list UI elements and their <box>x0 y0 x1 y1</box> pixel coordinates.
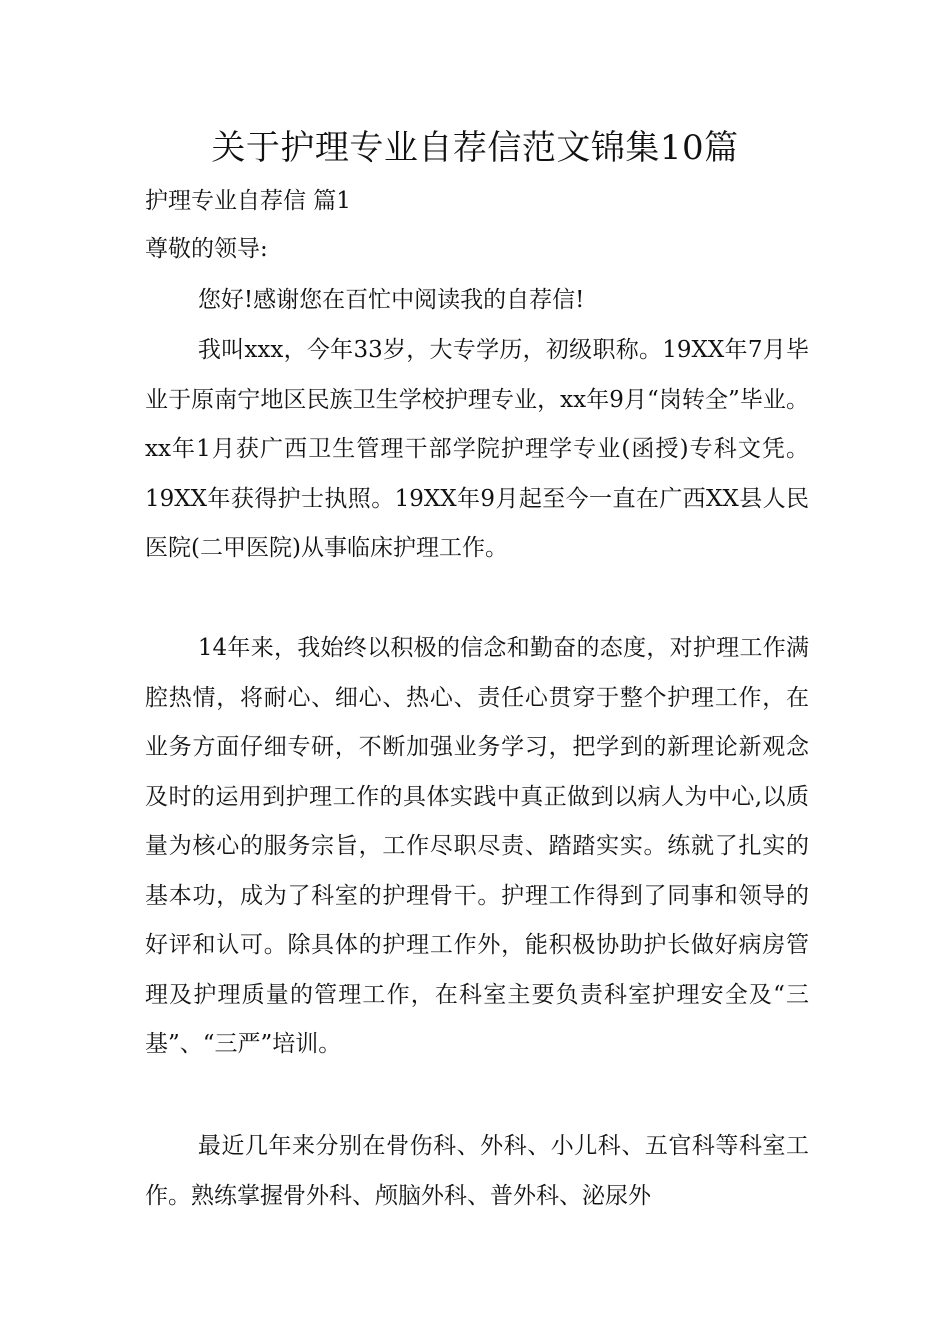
greeting-paragraph: 您好!感谢您在百忙中阅读我的自荐信! <box>197 287 585 313</box>
experience-paragraph: 14年来，我始终以积极的信念和勤奋的态度，对护理工作满腔热情，将耐心、细心、热心、责任心贯穿于整个护理工作，在业务方面仔细专研，不断加强业务学习，把学到的新理论新观念及时的运用到护理工作的具体实践中真正做到以病人为中心,以质量为核心的服务宗旨，工作尽职尽责、踏踏实实。练就了扎实的基本功，成为了科室的护理骨干。护理工作得到了同事和领导的好评和认可。除具体的护理工作外，能积极协助护长做好病房管理及护理质量的管理工作，在科室主要负责科室护理安全及“三基”、“三严”培训。 <box>145 635 809 1057</box>
document-title: 关于护理专业自荐信范文锦集10篇 <box>211 128 739 168</box>
section-heading: 护理专业自荐信 篇1 <box>145 188 351 214</box>
intro-paragraph: 我叫xxx，今年33岁，大专学历，初级职称。19XX年7月毕业于原南宁地区民族卫生学校护理专业，xx年9月“岗转全”毕业。xx年1月获广西卫生管理干部学院护理学专业(函授)专科文凭。19XX年获得护士执照。19XX年9月起至今一直在广西XX县人民医院(二甲医院)从事临床护理工作。 <box>145 337 809 561</box>
salutation: 尊敬的领导: <box>145 236 268 262</box>
departments-paragraph: 最近几年来分别在骨伤科、外科、小儿科、五官科等科室工作。熟练掌握骨外科、颅脑外科、普外科、泌尿外 <box>145 1133 809 1209</box>
